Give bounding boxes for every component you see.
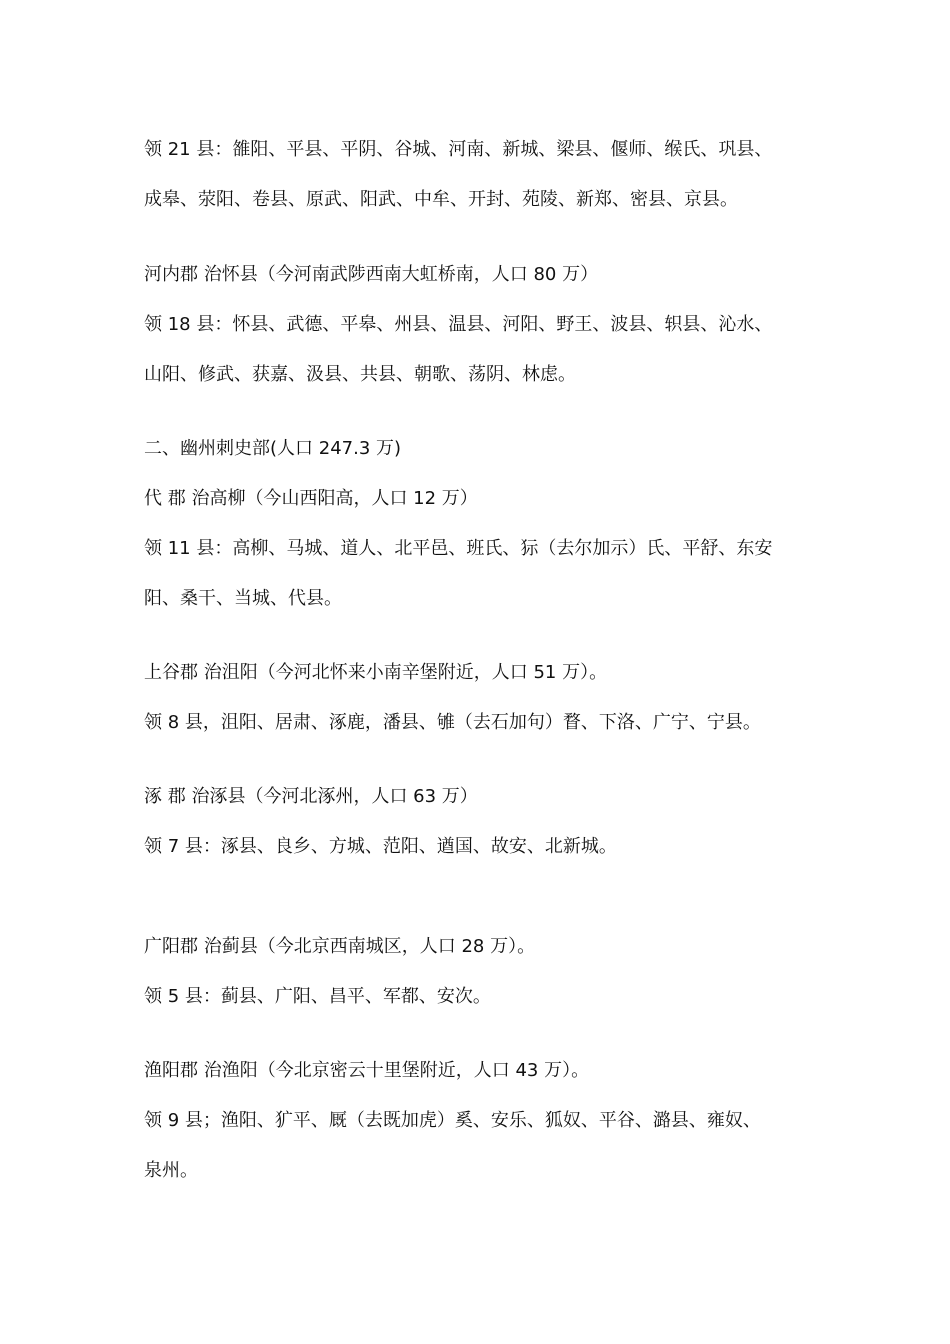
text-line-henei-counties-1: 领 18 县：怀县、武德、平皋、州县、温县、河阳、野王、波县、轵县、沁水、 (144, 314, 773, 335)
text-line-yuyang-counties-2: 泉州。 (144, 1160, 198, 1181)
text-line-henan-counties-1: 领 21 县：雒阳、平县、平阴、谷城、河南、新城、梁县、偃师、缑氏、巩县、 (144, 139, 773, 160)
text-line-yuyang-heading: 渔阳郡 治渔阳（今北京密云十里堡附近，人口 43 万）。 (144, 1060, 590, 1081)
text-line-shanggu-counties: 领 8 县，沮阳、居肃、涿鹿，潘县、雊（去石加句）瞀、下洛、广宁、宁县。 (144, 712, 761, 733)
text-line-guangyang-heading: 广阳郡 治蓟县（今北京西南城区，人口 28 万）。 (144, 936, 536, 957)
text-line-shanggu-heading: 上谷郡 治沮阳（今河北怀来小南辛堡附近，人口 51 万）。 (144, 662, 608, 683)
section-heading-youzhou: 二、幽州刺史部(人口 247.3 万) (144, 438, 402, 459)
text-line-guangyang-counties: 领 5 县：蓟县、广阳、昌平、军都、安次。 (144, 986, 491, 1007)
text-line-zhuo-heading: 涿 郡 治涿县（今河北涿州，人口 63 万） (144, 786, 478, 807)
text-line-dai-counties-2: 阳、桑干、当城、代县。 (144, 588, 342, 609)
text-line-yuyang-counties-1: 领 9 县；渔阳、犷平、厩（去既加虎）奚、安乐、狐奴、平谷、潞县、雍奴、 (144, 1110, 761, 1131)
text-line-henei-counties-2: 山阳、修武、获嘉、汲县、共县、朝歌、荡阴、林虑。 (144, 364, 576, 385)
text-line-henan-counties-2: 成皋、荥阳、卷县、原武、阳武、中牟、开封、苑陵、新郑、密县、京县。 (144, 189, 738, 210)
text-line-dai-counties-1: 领 11 县：高柳、马城、道人、北平邑、班氏、狋（去尔加示）氏、平舒、东安 (144, 538, 773, 559)
text-line-zhuo-counties: 领 7 县：涿县、良乡、方城、范阳、遒国、故安、北新城。 (144, 836, 617, 857)
text-line-henei-heading: 河内郡 治怀县（今河南武陟西南大虹桥南，人口 80 万） (144, 264, 599, 285)
text-line-dai-heading: 代 郡 治高柳（今山西阳高，人口 12 万） (144, 488, 478, 509)
